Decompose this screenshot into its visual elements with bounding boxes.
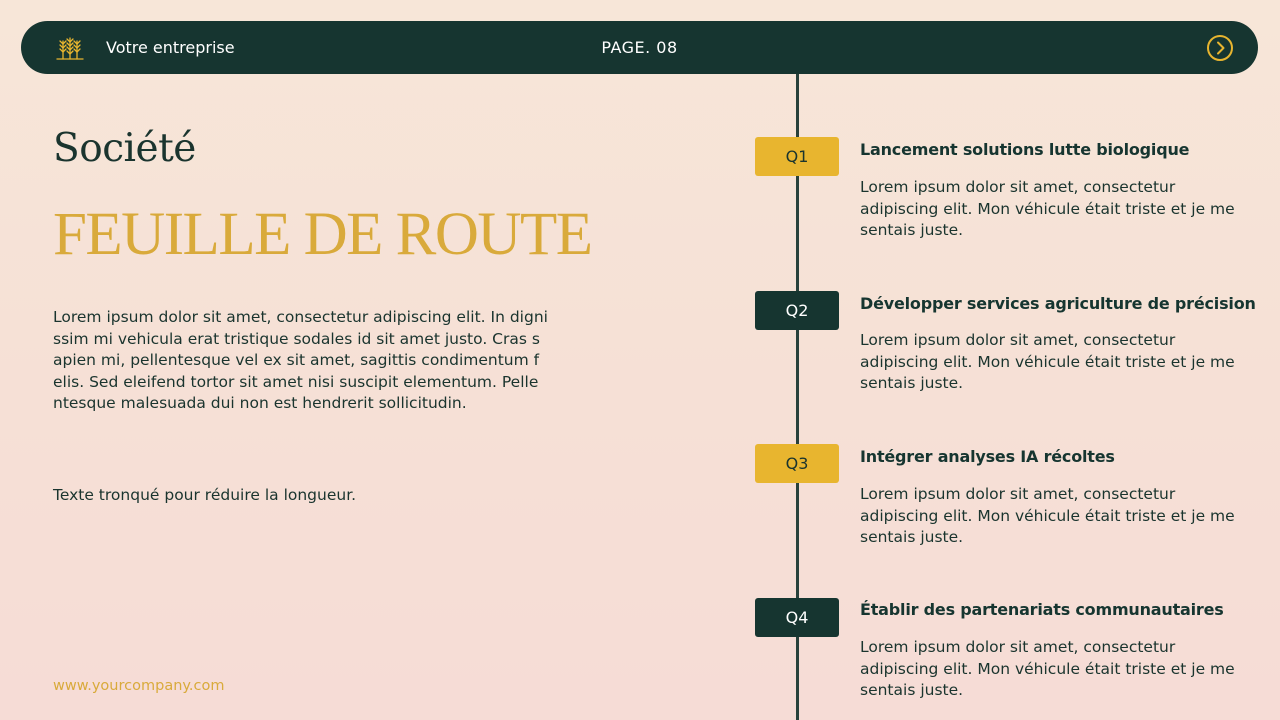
step-description-q2: Lorem ipsum dolor sit amet, consectetur adipiscing elit. Mon véhicule était triste et je me sentais juste. (860, 331, 1235, 392)
quarter-badge-q1: Q1 (755, 137, 839, 176)
step-description-q1: Lorem ipsum dolor sit amet, consectetur adipiscing elit. Mon véhicule était triste et je me sentais juste. (860, 178, 1235, 239)
intro-paragraph: Lorem ipsum dolor sit amet, consectetur adipiscing elit. In dignissim mi vehicula erat tristique sodales id sit amet justo. Cras sapien mi, pellentesque vel ex sit amet, sagittis condimentum felis. Sed eleifend tortor sit amet nisi suscipit elementum. Pellentesque malesuada dui non est hendrerit sollicitudin. (53, 308, 548, 412)
step-title-q3: Intégrer analyses IA récoltes (860, 447, 1115, 466)
step-title-q1: Lancement solutions lutte biologique (860, 140, 1190, 159)
page-number: PAGE. 08 (601, 38, 678, 57)
slide-title: FEUILLE DE ROUTE (53, 201, 592, 268)
website-link[interactable]: www.yourcompany.com (53, 678, 225, 694)
truncation-note: Texte tronqué pour réduire la longueur. (53, 486, 357, 504)
step-title-q2: Développer services agriculture de précision (860, 294, 1256, 313)
step-description-q3: Lorem ipsum dolor sit amet, consectetur adipiscing elit. Mon véhicule était triste et je me sentais juste. (860, 485, 1235, 546)
slide-subtitle: Société (53, 126, 196, 171)
quarter-badge-q3: Q3 (755, 444, 839, 483)
quarter-badge-q2: Q2 (755, 291, 839, 330)
header-bar (21, 21, 1258, 74)
chevron-right-circle-icon[interactable] (1206, 34, 1234, 62)
wheat-icon (55, 35, 85, 61)
company-name: Votre entreprise (106, 38, 235, 57)
quarter-badge-q4: Q4 (755, 598, 839, 637)
step-description-q4: Lorem ipsum dolor sit amet, consectetur adipiscing elit. Mon véhicule était triste et je me sentais juste. (860, 638, 1235, 699)
step-title-q4: Établir des partenariats communautaires (860, 600, 1224, 619)
